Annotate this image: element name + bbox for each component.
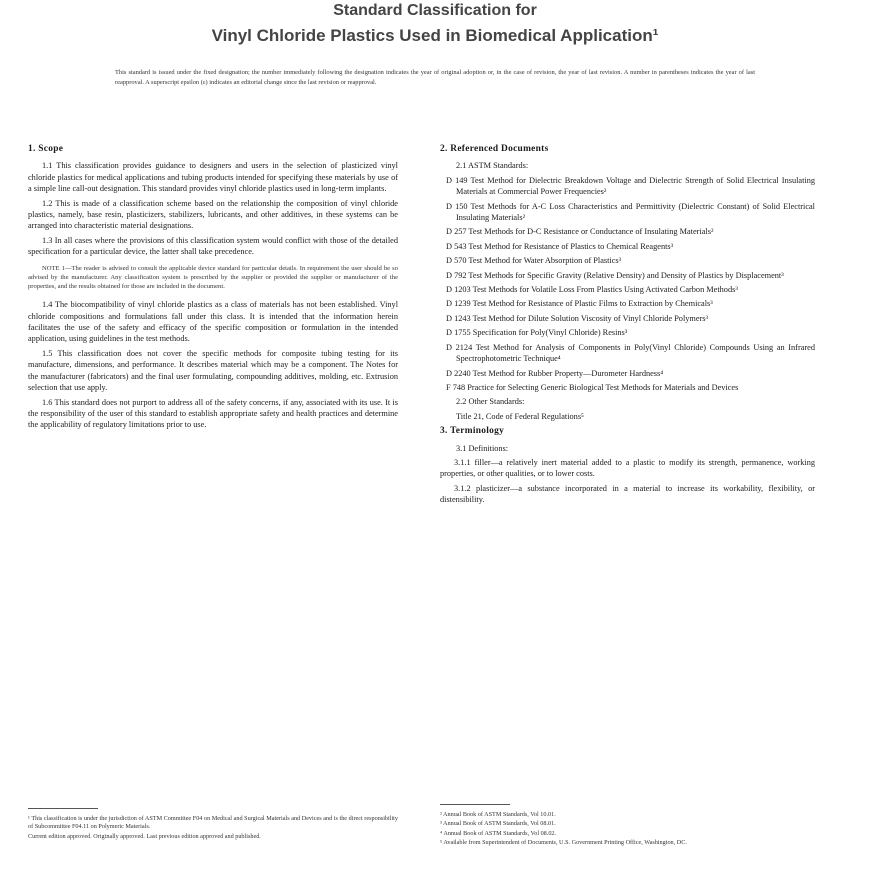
reference-item: D 2240 Test Method for Rubber Property—Durometer Hardness⁴ [446,368,664,378]
definition-plasticizer: 3.1.2 plasticizer—a substance incorporated in a material to increase its workability, flexibility, or distensibility. [440,483,815,505]
reference-item: D 1239 Test Method for Resistance of Plastic Films to Extraction by Chemicals³ [446,299,713,309]
footnote: ⁴ Annual Book of ASTM Standards, Vol 08.02. [440,829,557,837]
footnote: ⁵ Available from Superintendent of Documents, U.S. Government Printing Office, Washington, DC. [440,839,687,847]
reference-item: D 1203 Test Methods for Volatile Loss From Plastics Using Activated Carbon Methods³ [446,285,738,295]
terminology-heading: 3. Terminology [440,426,505,437]
referenced-documents-heading: 2. Referenced Documents [440,144,549,154]
other-standard-item: Title 21, Code of Federal Regulations⁵ [456,411,584,421]
definition-filler: 3.1.1 filler—a relatively inert material added to a plastic to modify its strength, permanence, working properties, or other qualities, or to lower costs. [440,457,815,479]
reference-item: D 570 Test Method for Water Absorption of Plastics³ [446,256,622,266]
scope-paragraph-5: 1.5 This classification does not cover the specific methods for composite tubing testing for its manufacture, dimensions, and performance. It describes material which may be a component. The Notes for the manufacturer (fabricators) and the final user formulating, compounding additives, molding, etc. Extrusion selection that use apply. [28,348,398,393]
reference-item: D 257 Test Methods for D-C Resistance or Conductance of Insulating Materials² [446,227,714,237]
footnotes-right [440,811,815,849]
footnote: Current edition approved. Originally approved. Last previous edition approved and published. [28,832,261,840]
scope-paragraph-3: 1.3 In all cases where the provisions of this classification system would conflict with those of the detailed specification for a particular device, the latter shall take precedence. [28,235,398,257]
footnote-divider-right [440,804,510,805]
reference-item: F 748 Practice for Selecting Generic Biological Test Methods for Materials and Devices [446,382,739,392]
footnote: ² Annual Book of ASTM Standards, Vol 10.01. [440,811,556,818]
reference-item: D 543 Test Method for Resistance of Plastics to Chemical Reagents³ [446,241,674,251]
reference-item: D 2124 Test Method for Analysis of Components in Poly(Vinyl Chloride) Compounds Using an Infrared Spectrophotometric Technique⁴ [446,342,815,364]
right-column [440,140,815,509]
reference-item: D 1243 Test Method for Dilute Solution Viscosity of Vinyl Chloride Polymers³ [446,313,709,323]
scope-heading: 1. Scope [28,144,64,154]
scope-paragraph-6: 1.6 This standard does not purport to address all of the safety concerns, if any, associated with its use. It is the responsibility of the user of this standard to establish appropriate safety and health practices and determine the applicability of regulatory limitations prior to use. [28,397,398,430]
document-title-line1: Standard Classification for [333,2,537,19]
other-standards-subheading: 2.2 Other Standards: [456,397,525,407]
reference-item: D 150 Test Methods for A-C Loss Characteristics and Permittivity (Dielectric Constant) of Solid Electrical Insulating Materials² [446,201,815,223]
astm-reference-list [440,175,815,394]
scope-paragraph-2: 1.2 This is made of a classification scheme based on the relationship the composition of vinyl chloride plastics, namely, base resin, plasticizers, stabilizers, lubricants, and other additives, in these systems can be arranged into characteristic material designations. [28,198,398,231]
footnote: ¹ This classification is under the jurisdiction of ASTM Committee F04 on Medical and Surgical Materials and Devices and is the direct responsibility of Subcommittee F04.11 on Polymeric Materials. [28,815,398,831]
reference-item: D 1755 Specification for Poly(Vinyl Chloride) Resins³ [446,328,628,338]
scope-paragraph-4: 1.4 The biocompatibility of vinyl chloride plastics as a class of materials has not been established. Vinyl chloride compositions and formulations fall under this class. It is intended that the information herein facilitates the use of the safety and efficacy of the specific composition or formulation in the intended application, using guidelines in the test methods. [28,300,398,344]
footnote: ³ Annual Book of ASTM Standards, Vol 08.01. [440,820,556,828]
footnote-divider-left [28,808,98,809]
footnotes-left [28,815,398,842]
definitions-subheading: 3.1 Definitions: [456,443,509,453]
left-column [28,140,398,434]
scope-note-1: NOTE 1—The reader is advised to consult the applicable device standard for particular details. In requirement the user should be so advised by the manufacturer. Any classification system is prescribed by the supplier or provided the supplier or manufacturer of the properties, and the results obtained for those are included in the document. [28,264,398,291]
document-title-line2: Vinyl Chloride Plastics Used in Biomedical Application¹ [211,26,659,45]
scope-paragraph-1: 1.1 This classification provides guidance to designers and users in the selection of plasticized vinyl chloride plastics for medical applications and tubing products intended for specifying these materials by use of a simple line call-out designation. This standard provides vinyl chloride plastics used in long-term implants. [28,161,398,194]
reference-item: D 792 Test Methods for Specific Gravity (Relative Density) and Density of Plastics by Displacement³ [446,270,784,280]
astm-standards-subheading: 2.1 ASTM Standards: [456,161,529,171]
designation-notice: This standard is issued under the fixed designation; the number immediately following the designation indicates the year of original adoption or, in the case of revision, the year of last revision. A number in parentheses indicates the year of last reapproval. A superscript epsilon (ε) indicates an editorial change since the last revision or reapproval. [115,69,755,86]
reference-item: D 149 Test Method for Dielectric Breakdown Voltage and Dielectric Strength of Solid Electrical Insulating Materials at Commercial Power Frequencies² [446,175,815,197]
